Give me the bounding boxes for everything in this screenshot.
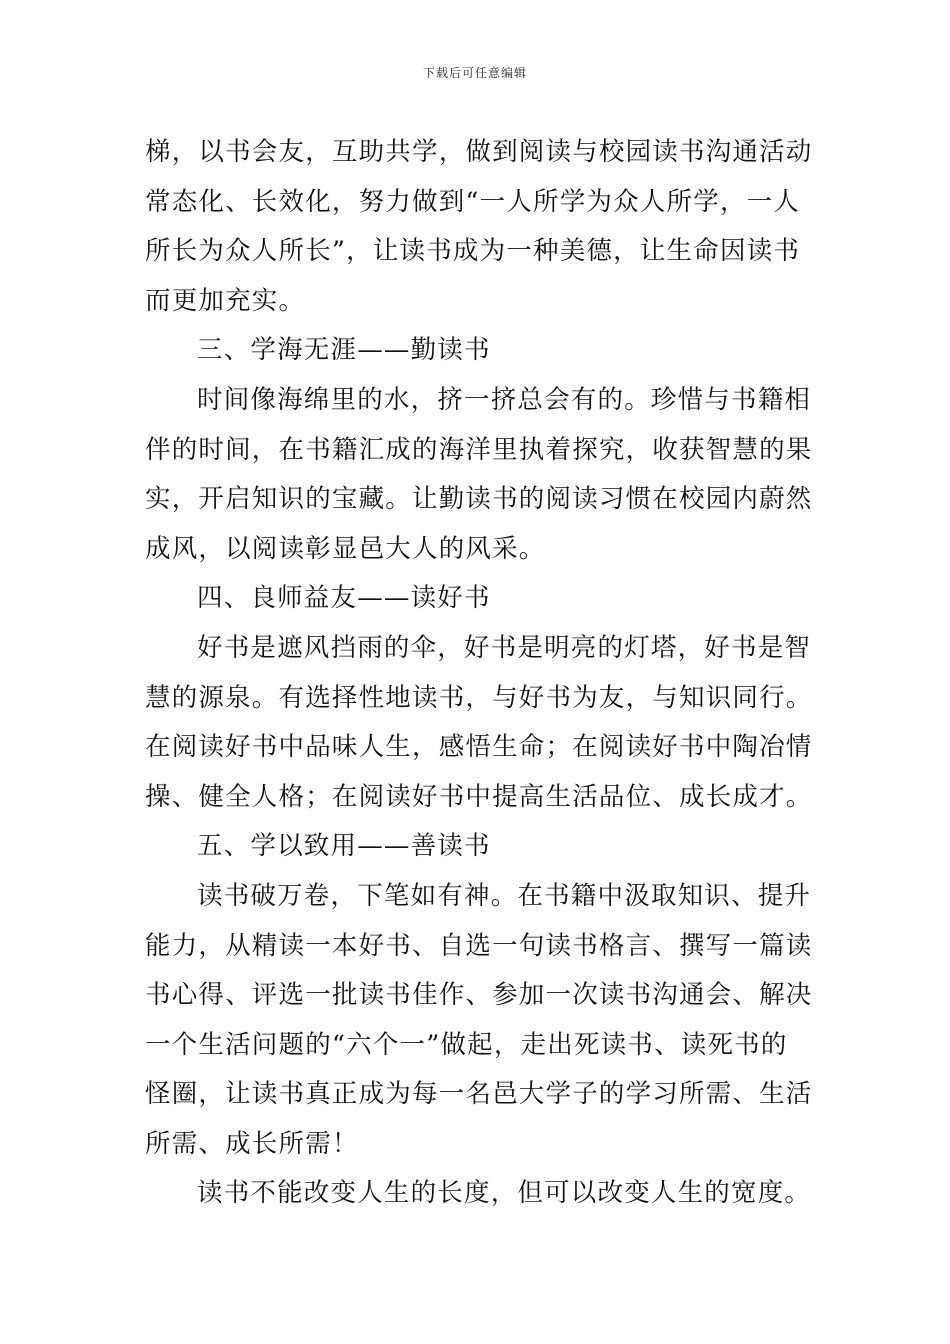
text-line: 在阅读好书中品味人生，感悟生命；在阅读好书中陶冶情 xyxy=(145,732,813,763)
text-line: 时间像海绵里的水，挤一挤总会有的。珍惜与书籍相 xyxy=(197,384,812,415)
text-line: 而更加充实。 xyxy=(145,285,306,316)
text-line: 梯，以书会友，互助共学，做到阅读与校园读书沟通活动 xyxy=(145,137,813,167)
text-line: 伴的时间，在书籍汇成的海洋里执着探究，收获智慧的果 xyxy=(145,434,813,465)
text-line: 操、健全人格；在阅读好书中提高生活品位、成长成才。 xyxy=(145,781,813,812)
text-line: 四、良师益友——读好书 xyxy=(197,583,491,614)
body-text xyxy=(145,128,813,1219)
text-line: 书心得、评选一批读书佳作、参加一次读书沟通会、解决 xyxy=(145,980,813,1011)
text-line: 成风，以阅读彰显邑大人的风采。 xyxy=(145,533,546,564)
text-line: 实，开启知识的宝藏。让勤读书的阅读习惯在校园内蔚然 xyxy=(145,484,813,515)
text-line: 好书是遮风挡雨的伞，好书是明亮的灯塔，好书是智 xyxy=(197,632,812,663)
text-line: 读书破万卷，下笔如有神。在书籍中汲取知识、提升 xyxy=(197,880,812,911)
text-line: 所长为众人所长”，让读书成为一种美德，让生命因读书 xyxy=(145,236,801,267)
text-line: 能力，从精读一本好书、自选一句读书格言、撰写一篇读 xyxy=(145,930,813,961)
text-line: 三、学海无涯——勤读书 xyxy=(197,335,491,366)
text-line: 一个生活问题的“六个一”做起，走出死读书、读死书的 xyxy=(145,1029,788,1060)
page-header: 下载后可任意编辑 xyxy=(422,66,527,80)
text-line: 常态化、长效化，努力做到“一人所学为众人所学，一人 xyxy=(145,186,801,217)
text-line: 怪圈，让读书真正成为每一名邑大学子的学习所需、生活 xyxy=(145,1079,813,1110)
text-line: 慧的源泉。有选择性地读书，与好书为友，与知识同行。 xyxy=(145,682,813,713)
text-line: 五、学以致用——善读书 xyxy=(197,831,491,862)
text-line: 所需、成长所需！ xyxy=(145,1128,359,1159)
text-line: 读书不能改变人生的长度，但可以改变人生的宽度。 xyxy=(197,1178,812,1209)
